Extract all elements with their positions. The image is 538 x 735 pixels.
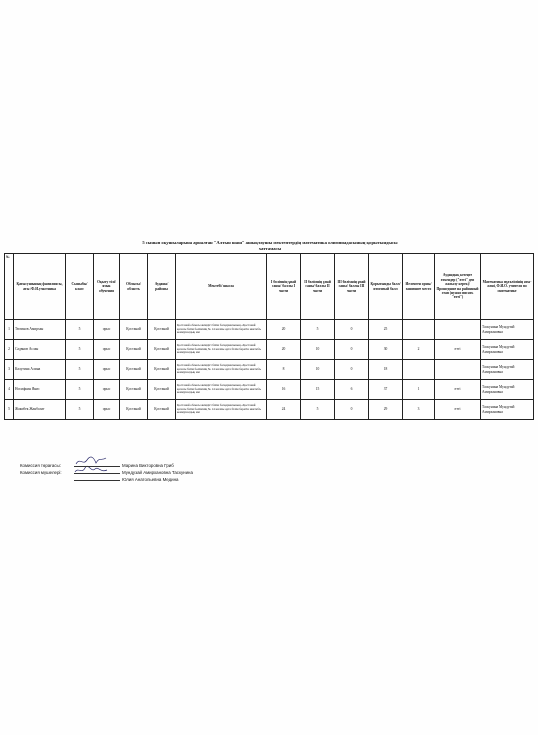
grade-cell: 5: [66, 380, 94, 400]
participant-name: Калугина Алина: [14, 360, 66, 380]
results-table: [4, 253, 534, 420]
row-number: 1: [5, 320, 14, 340]
participant-name: Жакибек Жанболат: [14, 400, 66, 420]
header-cell: №: [5, 254, 14, 320]
header-cell: Қатысушының фамилиясы, аты /Ф.И.участника: [14, 254, 66, 320]
passed-cell: [435, 360, 481, 380]
part3-score: 0: [335, 320, 369, 340]
table-row: [5, 360, 534, 380]
total-score: 18: [369, 360, 403, 380]
table-row: [5, 380, 534, 400]
member2-name: Юлия Анатольевна Медина: [122, 477, 179, 482]
region-cell: Қостанай: [120, 340, 148, 360]
header-cell: Оқыту тілі/ язык обучения: [94, 254, 120, 320]
protocol-subtitle: хаттамасы: [258, 246, 282, 251]
part1-score: 16: [267, 380, 301, 400]
school-cell: Қостанай облысы әкімдігі білім басқармасының «Қостанай қаласы білім бөлімінің № 14 жалпы орта білім беретін мектебі» коммуналдық мм: [176, 320, 267, 340]
total-score: 37: [369, 380, 403, 400]
table-header-row: [5, 254, 534, 320]
table-row: [5, 340, 534, 360]
header-cell: II бөлімнің ұпай саны/ баллы II части: [301, 254, 335, 320]
school-cell: Қостанай облысы әкімдігі білім басқармасының «Қостанай қаласы білім бөлімінің № 14 жалпы орта білім беретін мектебі» коммуналдық мм: [176, 380, 267, 400]
part2-score: 5: [301, 320, 335, 340]
grade-cell: 5: [66, 400, 94, 420]
table-row: [5, 400, 534, 420]
region-cell: Қостанай: [120, 360, 148, 380]
chair-label: Комиссия төрағасы:: [20, 463, 61, 468]
region-cell: Қостанай: [120, 320, 148, 340]
district-cell: Қостанай: [148, 340, 176, 360]
signature-underline: [74, 462, 120, 467]
place-cell: 2: [403, 340, 435, 360]
signature-underline: [74, 469, 120, 474]
language-cell: орыс: [94, 380, 120, 400]
header-cell: I бөлімнің ұпай саны/ баллы I части: [267, 254, 301, 320]
part1-score: 8: [267, 360, 301, 380]
part1-score: 20: [267, 320, 301, 340]
total-score: 25: [369, 320, 403, 340]
header-cell: Мектебі/ школа: [176, 254, 267, 320]
district-cell: Қостанай: [148, 400, 176, 420]
part1-score: 24: [267, 400, 301, 420]
teacher-cell: Таскунина Мундузай Амирхановна: [481, 380, 534, 400]
teacher-cell: Таскунина Мундузай Амирхановна: [481, 400, 534, 420]
teacher-cell: Таскунина Мундузай Амирхановна: [481, 320, 534, 340]
school-cell: Қостанай облысы әкімдігі білім басқармасының «Қостанай қаласы білім бөлімінің № 14 жалпы орта білім беретін мектебі» коммуналдық мм: [176, 400, 267, 420]
region-cell: Қостанай: [120, 400, 148, 420]
part3-score: 0: [335, 400, 369, 420]
school-cell: Қостанай облысы әкімдігі білім басқармасының «Қостанай қаласы білім бөлімінің № 14 жалпы орта білім беретін мектебі» коммуналдық мм: [176, 360, 267, 380]
header-cell: Аудандық кезеңге өткендер ("өтті" деп жазылу керек)/ Прошедшие на районный этап (нужно писать "өтті"): [435, 254, 481, 320]
part1-score: 20: [267, 340, 301, 360]
signature-underline: [74, 476, 120, 481]
row-number: 5: [5, 400, 14, 420]
total-score: 29: [369, 400, 403, 420]
part3-score: 0: [335, 340, 369, 360]
participant-name: Носифкин Янис: [14, 380, 66, 400]
header-cell: Сыныбы/ класс: [66, 254, 94, 320]
place-cell: 1: [403, 380, 435, 400]
part2-score: 10: [301, 360, 335, 380]
part3-score: 6: [335, 380, 369, 400]
language-cell: орыс: [94, 340, 120, 360]
chair-signature-line: [20, 462, 174, 469]
row-number: 4: [5, 380, 14, 400]
district-cell: Қостанай: [148, 360, 176, 380]
region-cell: Қостанай: [120, 380, 148, 400]
row-number: 2: [5, 340, 14, 360]
protocol-title: 5 сынып оқушыларына арналған "Алтын шаш" ашықтаушы мектептердің математика олимпиадасының қорытындысы: [142, 240, 398, 245]
header-cell: III бөлімнің ұпай саны/ баллы III части: [335, 254, 369, 320]
language-cell: орыс: [94, 320, 120, 340]
member2-signature-line: [20, 476, 179, 483]
row-number: 3: [5, 360, 14, 380]
teacher-cell: Таскунина Мундузай Амирхановна: [481, 360, 534, 380]
table-row: [5, 320, 534, 340]
school-cell: Қостанай облысы әкімдігі білім басқармасының «Қостанай қаласы білім бөлімінің № 14 жалпы орта білім беретін мектебі» коммуналдық мм: [176, 340, 267, 360]
district-cell: Қостанай: [148, 380, 176, 400]
passed-cell: [435, 320, 481, 340]
grade-cell: 5: [66, 360, 94, 380]
member1-name: Мундузай Амирхановна Таскунина: [122, 470, 193, 475]
header-cell: Облысы/ область: [120, 254, 148, 320]
district-cell: Қостанай: [148, 320, 176, 340]
language-cell: орыс: [94, 400, 120, 420]
members-label: Комиссия мүшелері:: [20, 470, 62, 475]
language-cell: орыс: [94, 360, 120, 380]
place-cell: 3: [403, 400, 435, 420]
header-cell: Математика мұғалімінің аты-жөні, Ф.И.О. учителя по математике: [481, 254, 534, 320]
grade-cell: 5: [66, 340, 94, 360]
place-cell: [403, 320, 435, 340]
passed-cell: өтті: [435, 400, 481, 420]
grade-cell: 5: [66, 320, 94, 340]
passed-cell: өтті: [435, 380, 481, 400]
participant-name: Садвнов Аслан: [14, 340, 66, 360]
teacher-cell: Таскунина Мундузай Амирхановна: [481, 340, 534, 360]
header-cell: Қорытынды балл/ итоговый балл: [369, 254, 403, 320]
part2-score: 15: [301, 380, 335, 400]
header-cell: Иеленген орны/ занявшее место: [403, 254, 435, 320]
part3-score: 0: [335, 360, 369, 380]
part2-score: 10: [301, 340, 335, 360]
member1-signature-line: [20, 469, 193, 476]
chair-name: Марина Викторовна Гриб: [122, 463, 174, 468]
part2-score: 5: [301, 400, 335, 420]
participant-name: Тюгинов Амирхан: [14, 320, 66, 340]
total-score: 30: [369, 340, 403, 360]
header-cell: Ауданы/ районы: [148, 254, 176, 320]
place-cell: [403, 360, 435, 380]
passed-cell: өтті: [435, 340, 481, 360]
